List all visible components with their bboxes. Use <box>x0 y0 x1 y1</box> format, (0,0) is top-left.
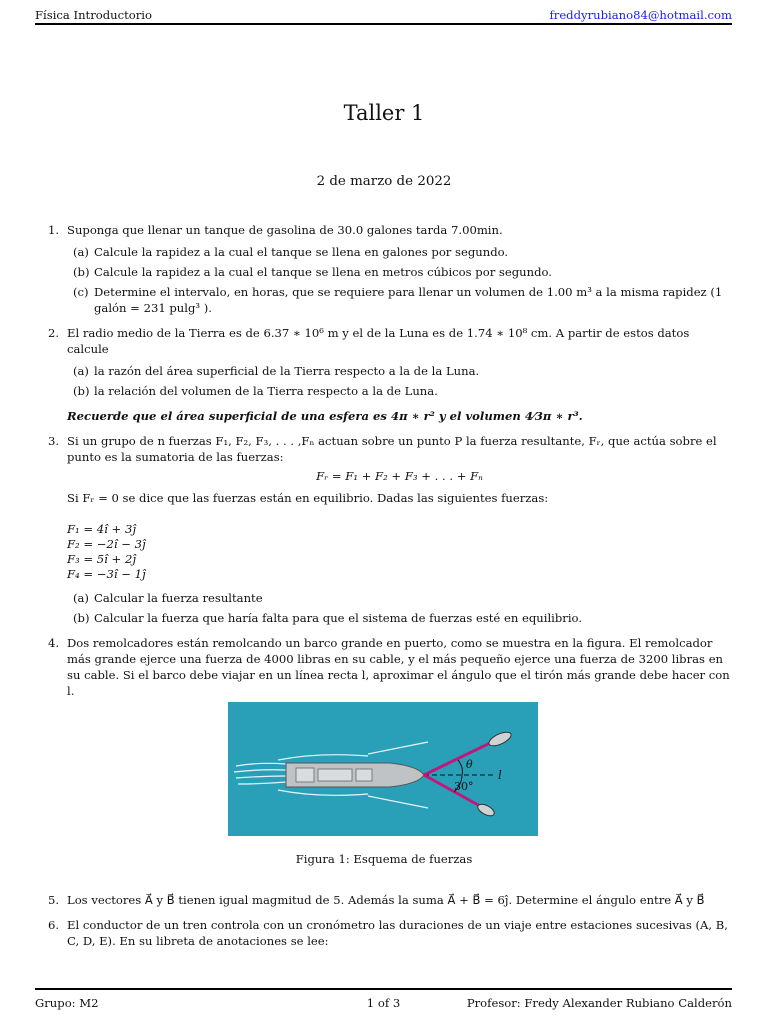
angle-label: 30° <box>454 780 474 793</box>
ship-deck-rear <box>356 769 372 781</box>
subitem-text: la relación del volumen de la Tierra respecto a la de Luna. <box>94 384 438 398</box>
course-name: Física Introductorio <box>35 8 152 22</box>
subitem-b: (b) la relación del volumen de la Tierra respecto a la de Luna. <box>73 384 438 398</box>
ship-deck <box>318 769 352 781</box>
problem-text: Si un grupo de n fuerzas F₁, F₂, F₃, . . . ,Fₙ actuan sobre un punto P la fuerza resultante, Fᵣ, que actúa sobre el punto es la sumatoria de las fuerzas: <box>67 434 717 464</box>
hint-note: Recuerde que el área superficial de una esfera es 4π ∗ r² y el volumen 4⁄3π ∗ r³. <box>67 409 583 423</box>
problem-6 <box>48 917 732 949</box>
force-list <box>67 522 732 582</box>
footer-rule <box>35 988 732 990</box>
problem-text: El radio medio de la Tierra es de 6.37 ∗ 10⁶ m y el de la Luna es de 1.74 ∗ 10⁸ cm. A partir de estos datos calcule <box>67 326 690 356</box>
subitem-c: (c) Determine el intervalo, en horas, que se requiere para llenar un volumen de 1.00 m³ a la misma rapidez (1 galón = 231 pulg³ ). <box>73 285 723 315</box>
problem-1 <box>48 222 732 316</box>
header-rule <box>35 23 732 25</box>
ship-cabin <box>296 768 314 782</box>
subitem-text: Calcular la fuerza que haría falta para que el sistema de fuerzas esté en equilibrio. <box>94 611 583 625</box>
line-l-label: l <box>498 768 502 782</box>
tugboat-figure <box>228 702 538 836</box>
problem-number: 6. <box>48 918 60 932</box>
subitem-text: la razón del área superficial de la Tierra respecto a la de la Luna. <box>94 364 480 378</box>
figure-caption: Figura 1: Esquema de fuerzas <box>295 852 473 866</box>
problem-4 <box>48 635 732 699</box>
problem-2 <box>48 325 732 424</box>
subitem-a: (a) la razón del área superficial de la Tierra respecto a la de la Luna. <box>73 364 480 378</box>
page-footer <box>35 996 732 1010</box>
problem-number: 3. <box>48 434 60 448</box>
page-number: 1 of 3 <box>366 996 401 1010</box>
subitem-a: (a) Calcular la fuerza resultante <box>73 591 263 605</box>
subitem-text: Determine el intervalo, en horas, que se requiere para llenar un volumen de 1.00 m³ a la misma rapidez (1 galón = 231 pulg³ ). <box>94 285 723 315</box>
problem-text: Los vectores A⃗ y B⃗ tienen igual magmitud de 5. Además la suma A⃗ + B⃗ = 6ĵ. Determine el ángulo entre A⃗ y B⃗ <box>67 893 705 907</box>
problem-text-2: Si Fᵣ = 0 se dice que las fuerzas están en equilibrio. Dadas las siguientes fuerzas: <box>67 491 549 505</box>
theta-label: θ <box>466 758 473 771</box>
problem-list <box>48 222 732 708</box>
tugboat-diagram <box>228 702 538 836</box>
document-date: 2 de marzo de 2022 <box>316 174 452 189</box>
problem-text: Suponga que llenar un tanque de gasolina de 30.0 galones tarda 7.00min. <box>67 223 503 237</box>
problem-text: Dos remolcadores están remolcando un barco grande en puerto, como se muestra en la figura. El remolcador más grande ejerce una fuerza de 4000 libras en su cable, y el más pequeño ejerce una fuerza de 3200 libras en su cable. Si el barco debe viajar en un línea recta l, aproximar el ángulo que el tirón más grande debe hacer con l. <box>67 636 730 698</box>
force-item: F₁ = 4î + 3ĵ <box>67 522 136 536</box>
email-link[interactable]: freddyrubiano84@hotmail.com <box>549 8 732 22</box>
subitem-text: Calcular la fuerza resultante <box>94 591 263 605</box>
problem-list-continued <box>48 892 732 958</box>
group-label: Grupo: M2 <box>35 996 99 1010</box>
document-title: Taller 1 <box>343 101 425 125</box>
subitem-text: Calcule la rapidez a la cual el tanque se llena en metros cúbicos por segundo. <box>94 265 552 279</box>
problem-number: 1. <box>48 223 60 237</box>
problem-text: El conductor de un tren controla con un cronómetro las duraciones de un viaje entre estaciones sucesivas (A, B, C, D, E). En su libreta de anotaciones se lee: <box>67 918 728 948</box>
subitem-a: (a) Calcule la rapidez a la cual el tanque se llena en galones por segundo. <box>73 245 509 259</box>
force-item: F₃ = 5î + 2ĵ <box>67 552 136 566</box>
sum-equation: Fᵣ = F₁ + F₂ + F₃ + . . . + Fₙ <box>316 469 483 483</box>
problem-number: 2. <box>48 326 60 340</box>
force-item: F₂ = −2î − 3ĵ <box>67 537 146 551</box>
subitem-text: Calcule la rapidez a la cual el tanque se llena en galones por segundo. <box>94 245 509 259</box>
page-header <box>35 7 732 23</box>
problem-3 <box>48 433 732 626</box>
professor-label: Profesor: Fredy Alexander Rubiano Calderón <box>466 996 732 1010</box>
problem-number: 4. <box>48 636 60 650</box>
problem-number: 5. <box>48 893 60 907</box>
force-item: F₄ = −3î − 1ĵ <box>67 567 146 581</box>
problem-5 <box>48 892 732 908</box>
subitem-b: (b) Calcule la rapidez a la cual el tanque se llena en metros cúbicos por segundo. <box>73 265 552 279</box>
subitem-b: (b) Calcular la fuerza que haría falta para que el sistema de fuerzas esté en equilibrio. <box>73 611 583 625</box>
